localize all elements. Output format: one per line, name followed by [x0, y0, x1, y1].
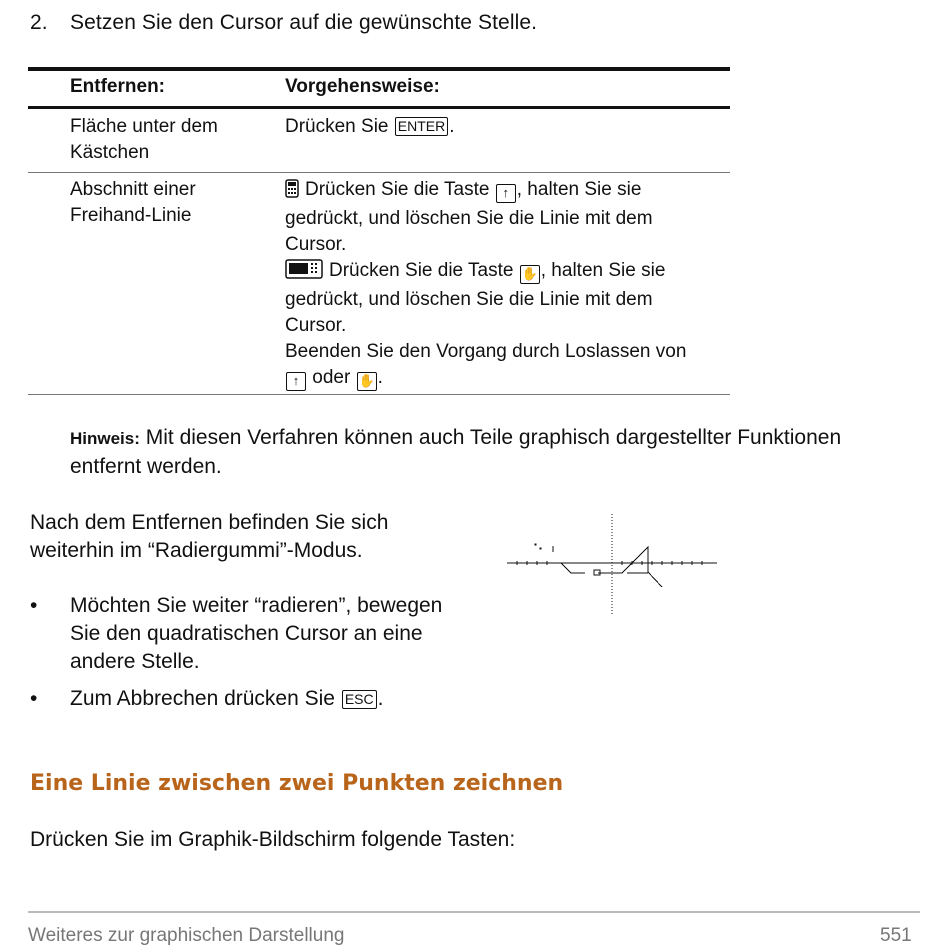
hand-key-icon: ✋: [357, 372, 377, 391]
voyage200-keyboard-icon: [285, 259, 323, 287]
note: Hinweis: Mit diesen Verfahren können auch Teile graphisch dargestellter Funktionen entfernt werden.: [70, 426, 842, 478]
hand-key-icon: ✋: [520, 265, 540, 284]
eraser-mode-paragraph: Nach dem Entfernen befinden Sie sich weiterhin im “Radiergummi”-Modus.: [30, 511, 389, 562]
table-header-vorgehensweise: Vorgehensweise:: [285, 76, 440, 97]
graph-curve-left: [561, 563, 585, 573]
note-label: Hinweis:: [70, 429, 140, 448]
table-row-2-col2: Drücken Sie die Taste ↑ , halten Sie sie gedrückt, und löschen Sie die Linie mit dem Cursor. Drücken Sie die Taste ✋ , halten Sie sie gedrückt, und löschen Sie die Linie mit dem Cursor. Beenden Sie den Vorgang durch Loslassen von ↑ oder ✋ .: [285, 177, 725, 391]
table-row-1-col1: Fläche unter dem Kästchen: [70, 116, 218, 163]
shift-key-icon: ↑: [286, 372, 306, 391]
shift-key-icon: ↑: [496, 184, 516, 203]
ti89-calculator-icon: [285, 179, 299, 206]
table-row-2-col1: Abschnitt einer Freihand-Linie: [70, 179, 196, 226]
table-row-divider: [28, 172, 730, 173]
esc-key: ESC: [342, 690, 377, 709]
graph-screen-illustration: [505, 512, 720, 618]
step-number: 2.: [30, 11, 48, 34]
table-header-entfernen: Entfernen:: [70, 76, 165, 97]
step-2: [30, 11, 537, 35]
bullet-item-cancel: • Zum Abbrechen drücken Sie ESC .: [30, 687, 384, 710]
footer-chapter-title: Weiteres zur graphischen Darstellung: [28, 925, 345, 946]
bullet-item-continue: • Möchten Sie weiter “radieren”, bewegen Sie den quadratischen Cursor an eine andere Stelle.: [30, 594, 443, 673]
section-heading: Eine Linie zwischen zwei Punkten zeichnen: [30, 771, 564, 796]
table-top-rule: [28, 67, 730, 71]
table-row-1-col2: Drücken Sie ENTER .: [285, 116, 455, 137]
table-header-rule: [28, 106, 730, 109]
footer-rule: [28, 911, 920, 913]
page-number: 551: [880, 925, 912, 946]
step-text: Setzen Sie den Cursor auf die gewünschte Stelle.: [70, 11, 538, 34]
graph-curve-right: [598, 547, 662, 587]
instruction-text: Drücken Sie im Graphik-Bildschirm folgende Tasten:: [30, 828, 516, 851]
table-bottom-rule: [28, 394, 730, 395]
enter-key: ENTER: [395, 117, 448, 136]
